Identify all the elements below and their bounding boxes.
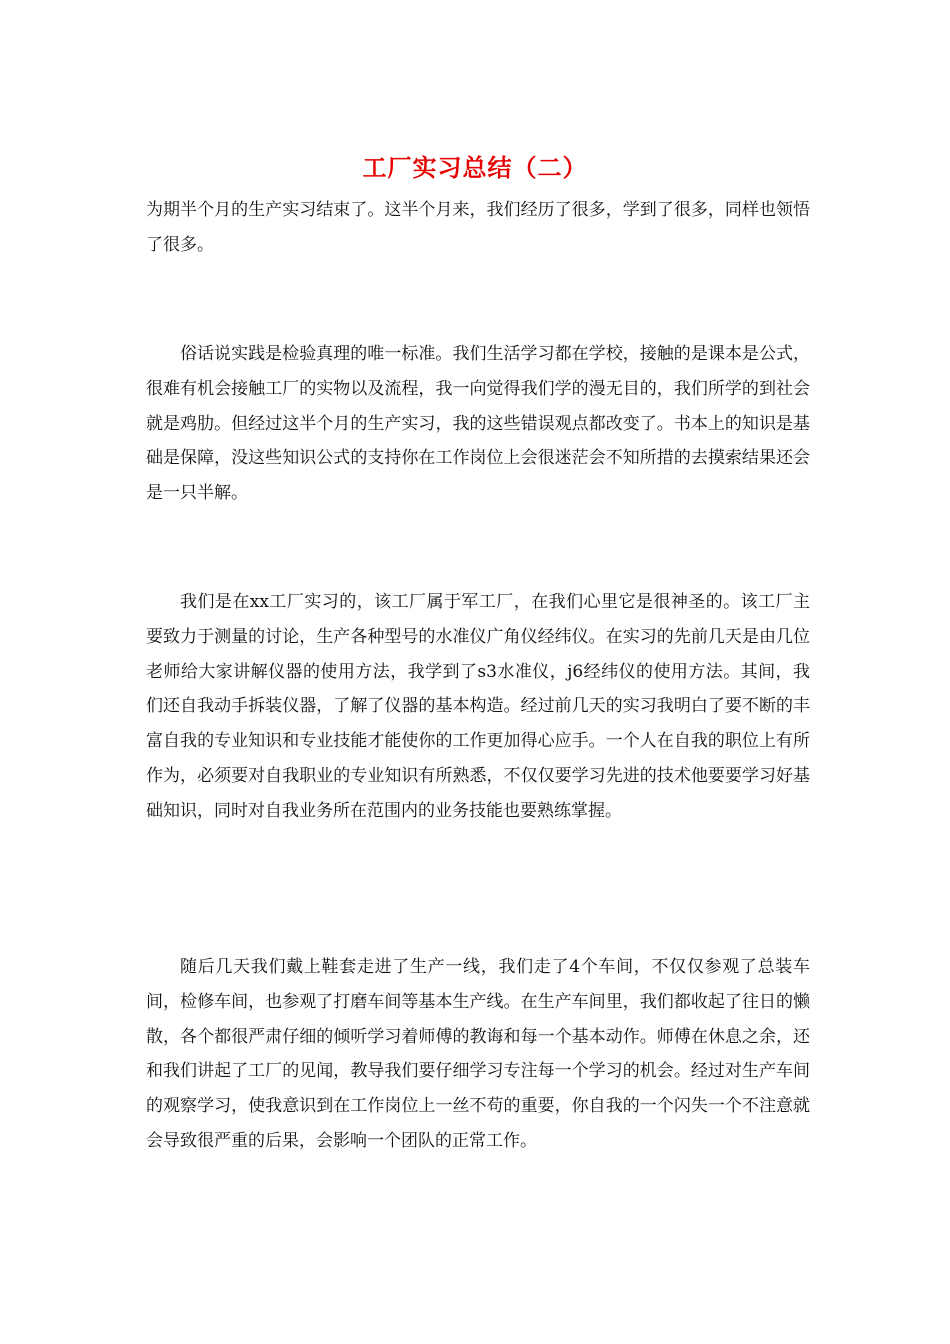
- paragraph-intro: 为期半个月的生产实习结束了。这半个月来，我们经历了很多，学到了很多，同样也领悟了很多。: [146, 200, 810, 255]
- document-title: 工厂实习总结（二）: [362, 153, 588, 182]
- paragraph-workshop: 随后几天我们戴上鞋套走进了生产一线，我们走了4个车间，不仅仅参观了总装车间，检修车间，也参观了打磨车间等基本生产线。在生产车间里，我们都收起了往日的懒散，各个都很严肃仔细的倾听学习着师傅的教诲和每一个基本动作。师傅在休息之余，还和我们讲起了工厂的见闻，教导我们要仔细学习专注每一个学习的机会。经过对生产车间的观察学习，使我意识到在工作岗位上一丝不苟的重要，你自我的一个闪失一个不注意就会导致很严重的后果，会影响一个团队的正常工作。: [146, 957, 810, 1151]
- paragraph-factory: 我们是在xx工厂实习的，该工厂属于军工厂，在我们心里它是很神圣的。该工厂主要致力于测量的讨论，生产各种型号的水准仪广角仪经纬仪。在实习的先前几天是由几位老师给大家讲解仪器的使用方法，我学到了s3水准仪，j6经纬仪的使用方法。其间，我们还自我动手拆装仪器，了解了仪器的基本构造。经过前几天的实习我明白了要不断的丰富自我的专业知识和专业技能才能使你的工作更加得心应手。一个人在自我的职位上有所作为，必须要对自我职业的专业知识有所熟悉，不仅仅要学习先进的技术他要要学习好基础知识，同时对自我业务所在范围内的业务技能也要熟练掌握。: [146, 592, 810, 821]
- paragraph-practice: 俗话说实践是检验真理的唯一标准。我们生活学习都在学校，接触的是课本是公式，很难有机会接触工厂的实物以及流程，我一向觉得我们学的漫无目的，我们所学的到社会就是鸡肋。但经过这半个月的生产实习，我的这些错误观点都改变了。书本上的知识是基础是保障，没这些知识公式的支持你在工作岗位上会很迷茫会不知所措的去摸索结果还会是一只半解。: [146, 344, 810, 504]
